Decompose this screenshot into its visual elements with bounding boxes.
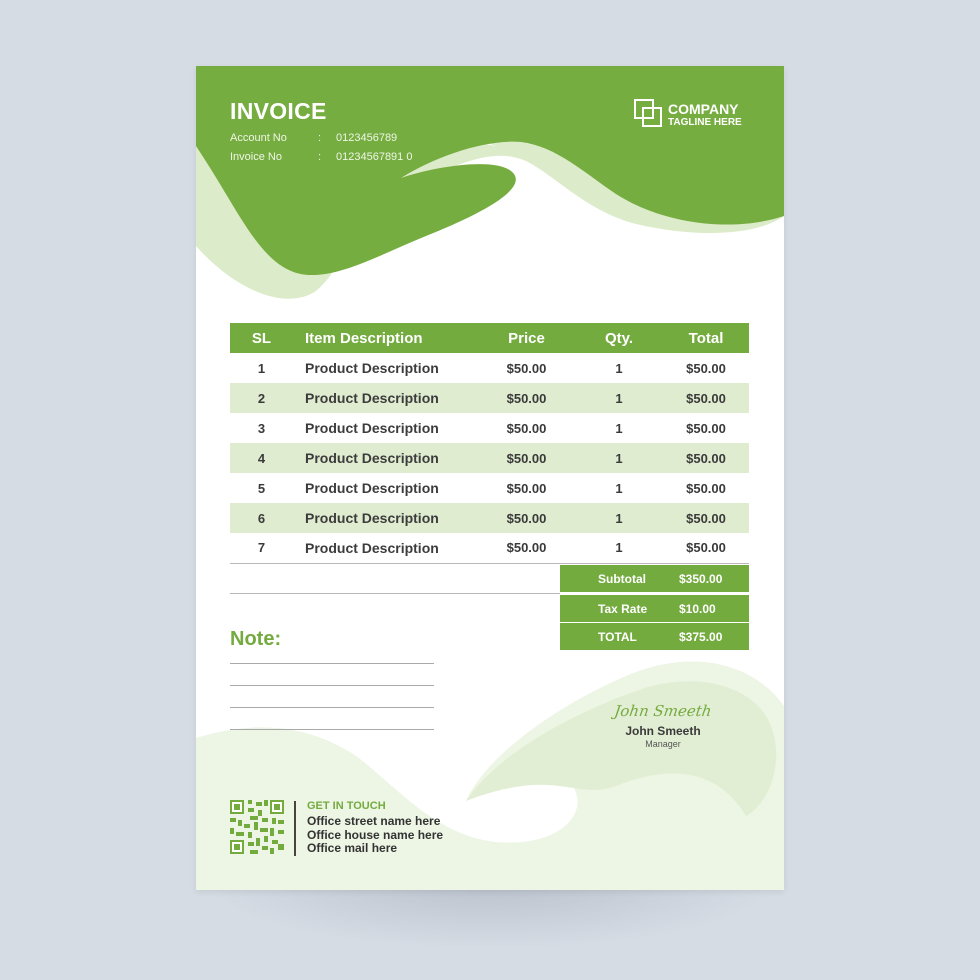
account-number-value: 0123456789 [336,132,398,144]
signature-block [594,702,732,749]
row-total: $50.00 [663,443,749,473]
row-price: $50.00 [478,533,575,563]
header-qty: Qty. [575,323,663,353]
row-total: $50.00 [663,533,749,563]
row-sl: 1 [257,360,266,376]
row-total: $50.00 [663,383,749,413]
row-description: Product Description [305,480,439,496]
row-sl: 3 [257,420,266,436]
row-qty: 1 [575,533,663,563]
row-description: Product Description [293,443,478,473]
account-number-separator: : [318,132,322,144]
header-total: Total [663,323,749,353]
note-line [230,707,434,708]
header-description: Item Description [293,323,478,353]
row-total: $50.00 [686,480,726,496]
row-price: $50.00 [478,503,575,533]
table-row [230,473,749,503]
signatory-role: Manager [645,739,681,749]
row-sl: 7 [230,533,293,563]
row-total: $50.00 [663,503,749,533]
row-description: Product Description [293,503,478,533]
tax-row [560,595,749,622]
row-price: $50.00 [478,443,575,473]
invoice-title: INVOICE [230,98,327,124]
subtotal-label: Subtotal [598,572,646,586]
row-qty: 1 [615,480,623,496]
total-label: TOTAL [598,630,637,644]
overlapping-squares-icon [634,99,664,129]
company-tagline: TAGLINE HERE [668,117,742,128]
table-row [230,413,749,443]
table-row [230,443,749,473]
row-price: $50.00 [478,383,575,413]
subtotal-value: $350.00 [679,572,723,586]
tax-label: Tax Rate [598,602,648,616]
invoice-number-separator: : [318,151,322,163]
row-description: Product Description [305,360,439,376]
table-row [230,353,749,383]
row-price: $50.00 [506,420,547,436]
note-title: Note: [230,628,282,650]
row-description: Product Description [293,533,478,563]
subtotal-row [560,565,749,592]
row-qty: 1 [575,383,663,413]
handwritten-signature: John Smeeth [613,702,713,720]
row-qty: 1 [575,503,663,533]
row-sl: 6 [230,503,293,533]
account-number-label: Account No [230,132,287,144]
header-price: Price [478,323,575,353]
contact-heading: GET IN TOUCH [307,800,386,812]
row-sl: 5 [257,480,266,496]
contact-mail: Office mail here [307,841,398,855]
row-qty: 1 [575,443,663,473]
invoice-number-label: Invoice No [230,151,282,163]
items-table [230,323,749,564]
note-line [230,729,434,730]
row-total: $50.00 [686,360,726,376]
invoice-page [196,66,784,890]
note-line [230,685,434,686]
table-header-row [230,323,749,353]
total-value: $375.00 [679,630,723,644]
row-sl: 4 [230,443,293,473]
row-price: $50.00 [506,360,547,376]
note-line [230,663,434,664]
row-total: $50.00 [686,420,726,436]
contact-street: Office street name here [307,814,441,828]
total-row [560,623,749,650]
table-row [230,533,749,563]
header-sl: SL [230,323,293,353]
tax-value: $10.00 [679,602,716,616]
row-qty: 1 [615,420,623,436]
row-sl: 2 [230,383,293,413]
contact-divider [294,801,296,856]
company-name: COMPANY [668,101,739,117]
summary-divider [230,593,560,594]
row-description: Product Description [293,383,478,413]
contact-house: Office house name here [307,827,444,842]
qr-code-icon [230,800,284,854]
row-qty: 1 [615,360,623,376]
page-shadow [200,880,780,950]
row-price: $50.00 [506,480,547,496]
table-row [230,503,749,533]
signatory-name: John Smeeth [625,724,701,738]
contact-block [307,800,443,856]
invoice-number-value: 01234567891 0 [336,151,413,163]
row-description: Product Description [305,420,439,436]
table-row [230,383,749,413]
